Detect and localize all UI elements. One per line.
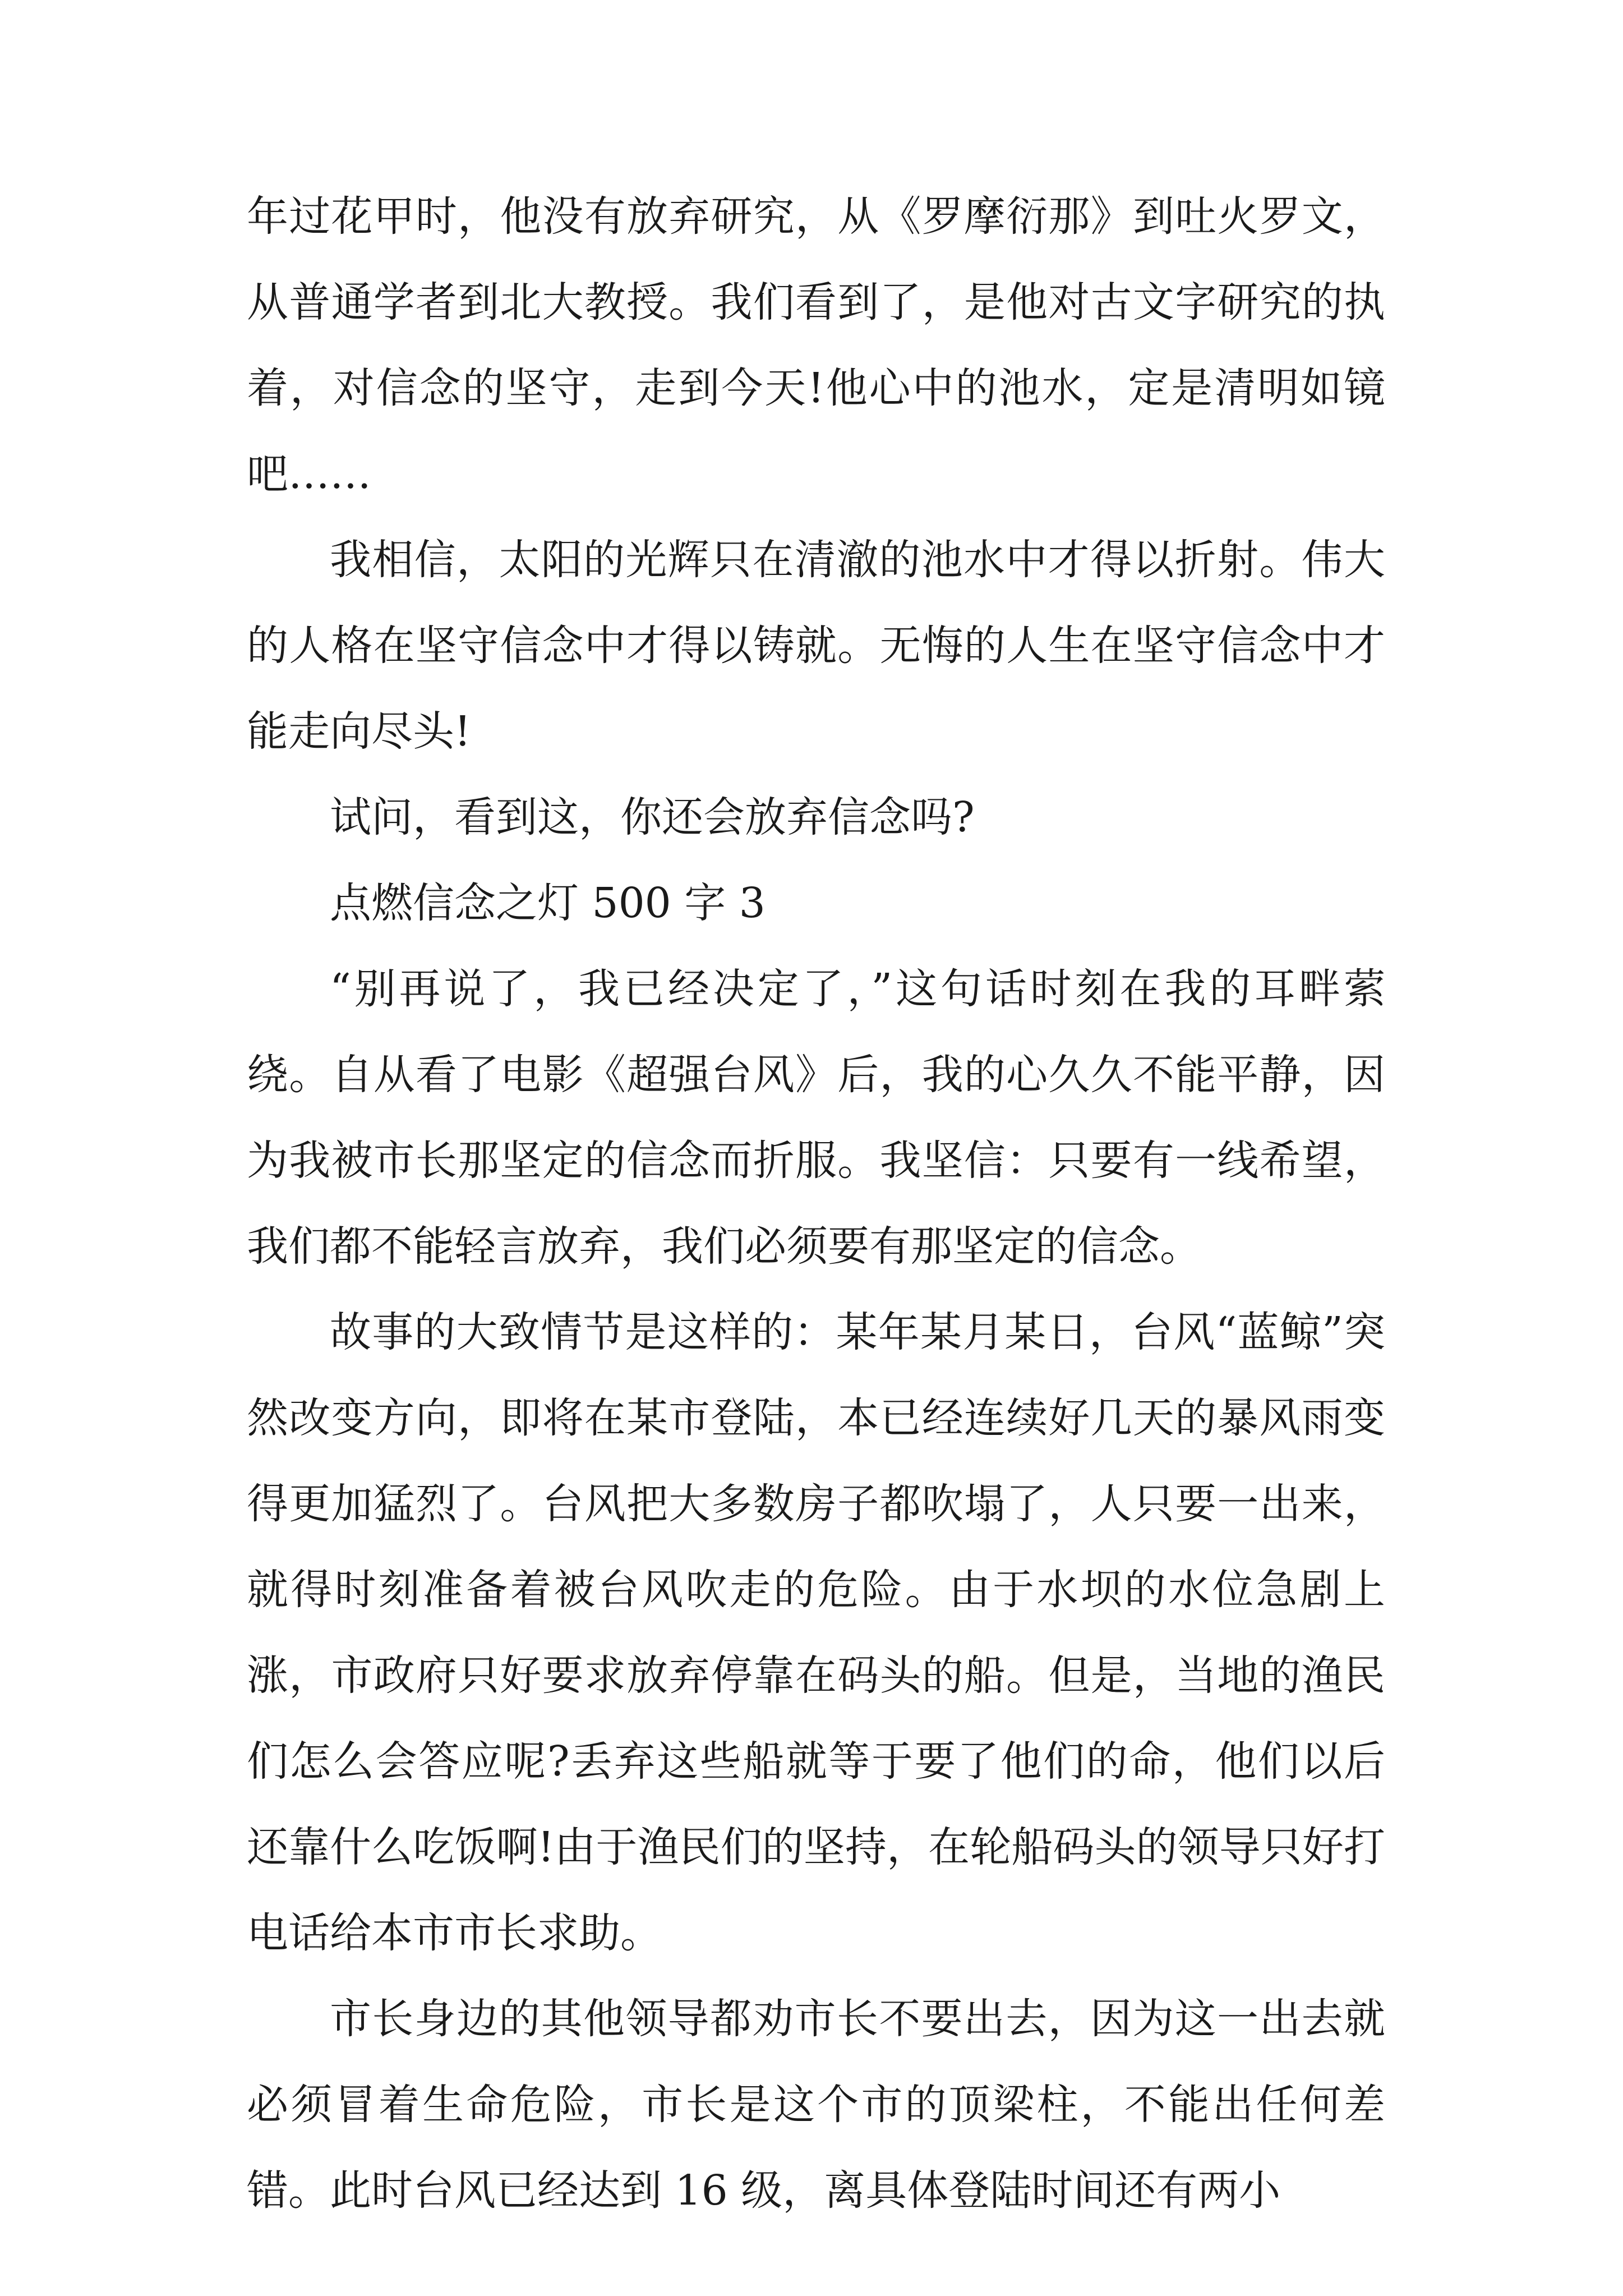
paragraph-4: “别再说了，我已经决定了，”这句话时刻在我的耳畔萦绕。自从看了电影《超强台风》后，我的心久久不能平静，因为我被市长那坚定的信念而折服。我坚信：只要有一线希望，我们都不能轻言放弃，我们必须要有那坚定的信念。 (247, 965, 1385, 1271)
paragraph-1: 年过花甲时，他没有放弃研究，从《罗摩衍那》到吐火罗文，从普通学者到北大教授。我们看到了，是他对古文字研究的执着，对信念的坚守，走到今天!他心中的池水，定是清明如镜吧…… (247, 192, 1385, 498)
paragraph-6: 市长身边的其他领导都劝市长不要出去，因为这一出去就必须冒着生命危险，市长是这个市的顶梁柱，不能出任何差错。此时台风已经达到 16 级，离具体登陆时间还有两小 (247, 1995, 1385, 2215)
paragraph-2: 我相信，太阳的光辉只在清澈的池水中才得以折射。伟大的人格在坚守信念中才得以铸就。无悔的人生在坚守信念中才能走向尽头! (247, 536, 1385, 756)
paragraph-5: 故事的大致情节是这样的：某年某月某日，台风“蓝鲸”突然改变方向，即将在某市登陆，本已经连续好几天的暴风雨变得更加猛烈了。台风把大多数房子都吹塌了，人只要一出来，就得时刻准备着被台风吹走的危险。由于水坝的水位急剧上涨，市政府只好要求放弃停靠在码头的船。但是，当地的渔民们怎么会答应呢?丢弃这些船就等于要了他们的命，他们以后还靠什么吃饭啊!由于渔民们的坚持，在轮船码头的领导只好打电话给本市市长求助。 (247, 1308, 1385, 1957)
document-body (247, 174, 1385, 2234)
section-heading: 点燃信念之灯 500 字 3 (330, 879, 766, 927)
paragraph-3: 试问，看到这，你还会放弃信念吗? (330, 793, 975, 841)
